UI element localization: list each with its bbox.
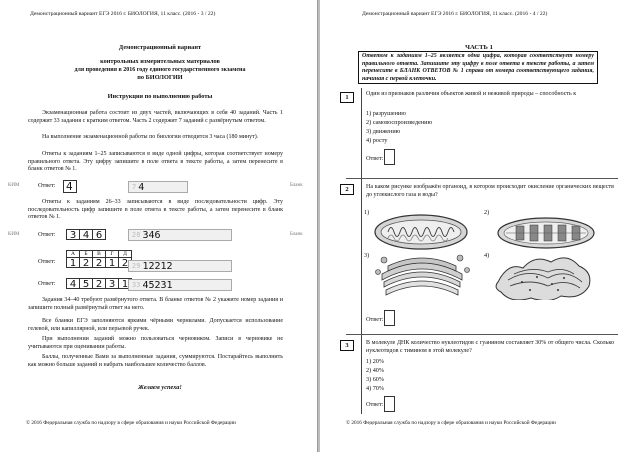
answer-grid [66,257,131,268]
answer-cell: 2 [92,278,106,289]
question-number: 3 [340,340,354,351]
answer-cell: 4 [79,229,93,240]
page-footer: © 2016 Федеральная служба по надзору в сфере образования и науки Российской Федерации [26,420,236,426]
option-item: 1) разрушению [366,110,406,117]
title-line-4: по БИОЛОГИИ [137,74,183,81]
otvet-label: Ответ: [366,401,384,408]
answer-cell: 1 [118,278,132,289]
figure-label: 3) [364,252,370,259]
form-value: 12212 [142,261,173,272]
answer-cell: 2 [92,257,106,268]
kim-side-label: КИМ [8,183,20,188]
figure-label: 4) [484,252,490,259]
otvet-label: Ответ: [38,258,56,265]
form-value: 45231 [142,280,173,291]
paragraph-4: Ответы к заданиям 26–33 записываются в виде последовательности цифр. Эту последовательность цифр запишите в поле ответа в тексте работы, а затем перенесите в бланк ответов № 1. [28,199,283,221]
form-value: 4 [138,182,145,193]
paragraph-2: На выполнение экзаменационной работы по биологии отводится 3 часа (180 минут). [42,134,259,140]
form-task-number: 33 [132,281,141,289]
answer-form-field [128,229,232,241]
otvet-label: Ответ: [38,182,56,189]
answer-cell: 2 [118,257,132,268]
letter-cell: Д [118,250,132,258]
left-page [0,0,318,452]
letter-cell: А [66,250,80,258]
otvet-label: Ответ: [38,231,56,238]
option-item: 2) 40% [366,367,385,374]
letter-cell: Б [79,250,93,258]
margin-rule [361,88,362,414]
er-figure [492,252,596,300]
option-item: 3) движению [366,128,401,135]
paragraph-8: Баллы, полученные Вами за выполненные задания, суммируются. Постарайтесь выполнить как можно больше заданий и набрать наибольшее количество баллов. [28,354,283,368]
question-text: На каком рисунке изображён органоид, в котором происходит окисление органических веществ до углекислого газа и воды? [366,184,614,198]
form-value: 346 [142,230,161,241]
option-item: 2) самовоспроизведению [366,119,433,126]
answer-cell: 6 [92,229,106,240]
option-item: 3) 60% [366,376,385,383]
form-task-number: 7 [132,183,137,191]
page-footer: © 2016 Федеральная служба по надзору в сфере образования и науки Российской Федерации [346,420,556,426]
answer-grid [66,278,131,289]
answer-cell: 2 [79,257,93,268]
chloroplast-figure [496,216,596,250]
golgi-figure [372,250,472,300]
answer-form-field [128,260,232,272]
option-item: 1) 20% [366,358,385,365]
paragraph-3: Ответы к заданиям 1–25 записываются в виде одной цифры, которая соответствует номеру правильного ответа. Эту цифру запишите в поле ответа в тексте работы, а затем перенесите в бланк ответов № 1. [28,151,283,173]
title-line-1: Демонстрационный вариант [118,44,202,51]
otvet-label: Ответ: [38,280,56,287]
figure-label: 1) [364,209,370,216]
otvet-label: Ответ: [366,155,384,162]
kim-side-label: КИМ [8,232,20,237]
mitochondrion-figure [372,210,470,252]
form-task-number: 29 [132,262,141,270]
blank-side-label: Бланк [290,183,303,188]
options-list [366,109,432,145]
answer-box[interactable] [384,149,395,165]
instructions-title: Инструкция по выполнению работы [107,93,213,100]
paragraph-7: При выполнении заданий можно пользоваться черновиком. Записи в черновике не учитываются при оценивании работы. [28,336,283,350]
title-line-2: контрольных измерительных материалов [100,58,220,65]
question-text: В молекуле ДНК количество нуклеотидов с гуанином составляет 30% от общего числа. Сколько нуклеотидов с тимином в этой молекуле? [366,340,614,354]
page-header: Демонстрационный вариант ЕГЭ 2016 г. БИОЛОГИЯ, 11 класс. (2016 - 4 / 22) [362,11,548,17]
question-number: 1 [340,92,354,103]
options-list [366,357,384,393]
answer-box: 4 [63,180,77,193]
answer-cell: 3 [66,229,80,240]
option-item: 4) 70% [366,385,385,392]
otvet-label: Ответ: [366,316,384,323]
title-line-3: для проведения в 2016 году единого государственного экзамена [74,67,246,73]
paragraph-6: Все бланки ЕГЭ заполняются яркими чёрными чернилами. Допускается использование гелевой, или капиллярной, или перьевой ручек. [28,318,283,332]
blank-side-label: Бланк [290,232,303,237]
answer-grid [66,229,105,240]
part-title: ЧАСТЬ 1 [465,44,493,51]
answer-cell: 1 [66,257,80,268]
figure-label: 2) [484,209,490,216]
answer-cell: 1 [105,257,119,268]
question-number: 2 [340,184,354,195]
answer-form-field [128,279,232,291]
answer-form-field [128,181,188,193]
answer-box[interactable] [384,310,395,326]
paragraph-1: Экзаменационная работа состоит из двух частей, включающих в себя 40 заданий. Часть 1 содержит 33 задания с кратким ответом. Часть 2 содержит 7 заданий с развёрнутым ответом. [28,110,283,124]
divider [346,334,618,335]
divider [346,178,618,179]
page-header: Демонстрационный вариант ЕГЭ 2016 г. БИОЛОГИЯ, 11 класс. (2016 - 3 / 22) [30,11,216,17]
answer-cell: 5 [79,278,93,289]
answer-cell: 4 [66,278,80,289]
closing-text: Желаем успеха! [138,384,182,391]
paragraph-5: Задания 34–40 требуют развёрнутого ответа. В бланке ответов № 2 укажите номер задания и запишите полный развёрнутый ответ на него. [28,297,283,311]
form-task-number: 28 [132,231,141,239]
letter-cell: Г [105,250,119,258]
part-instruction: Ответом к заданиям 1–25 является одна цифра, которая соответствует номеру правильного ответа. Запишите эту цифру в поле ответа в тексте работы, а затем перенесите в БЛАНК ОТВЕТОВ № 1 справа от номера соответствующего задания, начиная с первой клеточки. [358,51,598,84]
right-page [320,0,638,452]
answer-box[interactable] [384,396,395,412]
letter-cell: В [92,250,106,258]
option-item: 4) росту [366,137,388,144]
question-text: Один из признаков различия объектов живой и неживой природы – способность к [366,91,577,97]
answer-cell: 3 [105,278,119,289]
